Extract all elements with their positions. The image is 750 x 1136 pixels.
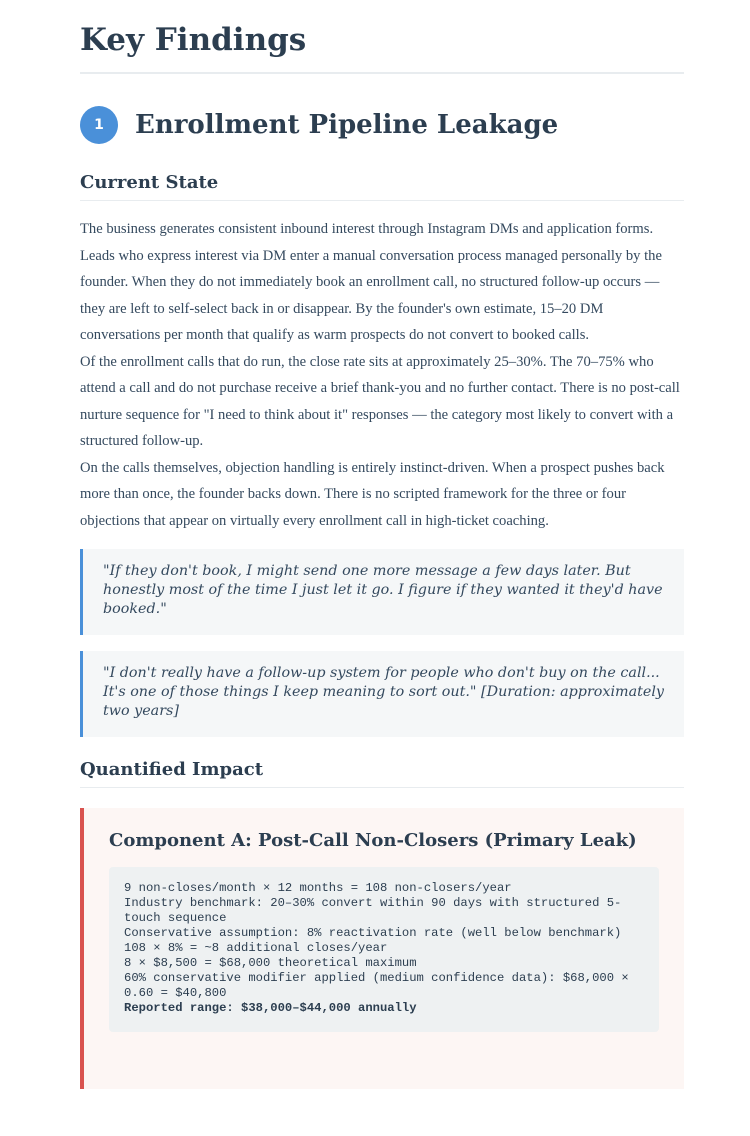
quantified-impact-heading: Quantified Impact — [80, 759, 684, 788]
founder-quote — [80, 549, 684, 635]
calc-line: 60% conservative modifier applied (medium confidence data): $68,000 × 0.60 = $40,800 — [124, 971, 629, 1000]
calc-line: 108 × 8% = ~8 additional closes/year — [124, 941, 388, 955]
calc-result-line: Reported range: $38,000–$44,000 annually — [124, 1001, 417, 1015]
document-page — [80, 0, 684, 1089]
paragraph: On the calls themselves, objection handling is entirely instinct-driven. When a prospect pushes back more than once, the founder backs down. There is no scripted framework for the three or four objections that appear on virtually every enrollment call in high-ticket coaching. — [80, 459, 665, 529]
calc-line: 9 non-closes/month × 12 months = 108 non-closers/year — [124, 881, 512, 895]
quote-text: "If they don't book, I might send one more message a few days later. But honestly most of the time I just let it go. I figure if they wanted it they'd have booked." — [103, 563, 663, 617]
paragraph: The business generates consistent inbound interest through Instagram DMs and application forms. Leads who express interest via DM enter a manual conversation process managed personally by the founder. When they do not immediately book an enrollment call, no structured follow-up occurs — they are left to self-select back in or disappear. By the founder's own estimate, 15–20 DM conversations per month that qualify as warm prospects do not convert to booked calls. — [80, 221, 662, 343]
component-a-title: Component A: Post-Call Non-Closers (Primary Leak) — [109, 830, 637, 851]
current-state-heading: Current State — [80, 172, 684, 201]
section-header — [80, 102, 684, 148]
calc-line: 8 × $8,500 = $68,000 theoretical maximum — [124, 956, 417, 970]
quote-text: "I don't really have a follow-up system for people who don't buy on the call... It's one of those things I keep meaning to sort out." [Duration: approximately two years] — [103, 665, 664, 719]
current-state-body — [80, 216, 684, 534]
calc-line: Industry benchmark: 20–30% convert within 90 days with structured 5-touch sequence — [124, 896, 622, 925]
section-number-badge: 1 — [80, 106, 118, 144]
section-title: Enrollment Pipeline Leakage — [135, 110, 559, 140]
component-a-card — [80, 808, 684, 1089]
calculation-block — [109, 867, 659, 1032]
calc-line: Conservative assumption: 8% reactivation rate (well below benchmark) — [124, 926, 622, 940]
paragraph: Of the enrollment calls that do run, the close rate sits at approximately 25–30%. The 70–75% who attend a call and do not purchase receive a brief thank-you and no further contact. There is no post-call nurture sequence for "I need to think about it" responses — the category most likely to convert with a structured follow-up. — [80, 353, 680, 449]
page-title: Key Findings — [80, 20, 684, 74]
founder-quote — [80, 651, 684, 737]
